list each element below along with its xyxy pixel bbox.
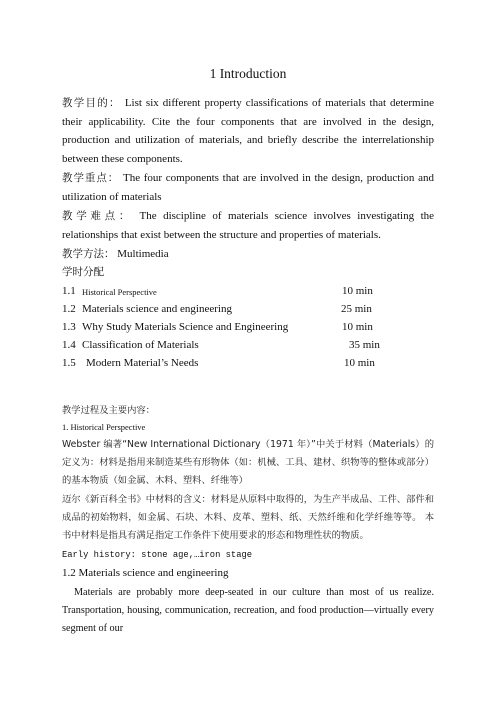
section-1-2-heading: 1.2 Materials science and engineering (62, 567, 229, 579)
page-title: 1 Introduction (209, 66, 287, 81)
schedule-row (62, 357, 434, 375)
schedule-topic: Materials science and engineering (82, 303, 232, 315)
teaching-method (62, 245, 434, 264)
teaching-objectives (62, 94, 434, 168)
schedule-number: 1.3 (62, 321, 76, 333)
objectives-label: 教学目的： (62, 97, 121, 109)
key-points-label: 教学重点： (62, 172, 120, 184)
early-history: Early history: stone age,…iron stage (62, 550, 253, 560)
schedule-duration: 10 min (342, 321, 373, 333)
objectives-text: List six different property classifications of materials that determine their applicability. Cite the four components that are involved in the design, production and utilization of materials, and briefly describe the interrelationship between these components. (62, 97, 435, 165)
teaching-difficulties (62, 207, 434, 244)
hours-allocation-label: 学时分配 (62, 266, 104, 278)
schedule-topic: Why Study Materials Science and Engineering (82, 321, 289, 333)
schedule-number: 1.5 (62, 357, 76, 369)
schedule-row (62, 285, 434, 303)
schedule-row (62, 339, 434, 357)
schedule-number: 1.4 (62, 339, 76, 351)
schedule-topic: Modern Material’s Needs (86, 357, 199, 369)
difficulties-label: 教学难点： (62, 210, 134, 222)
teaching-key-points (62, 169, 434, 206)
method-label: 教学方法： (62, 248, 115, 260)
section-1-2-text: Materials are probably more deep-seated in our culture than most of us realize. Transportation, housing, communication, recreation, and food production—virtually every segment of our (62, 587, 434, 634)
schedule-duration: 10 min (342, 285, 373, 297)
schedule-row (62, 321, 434, 339)
schedule-number: 1.2 (62, 303, 76, 315)
schedule-duration: 35 min (349, 339, 380, 351)
schedule-number: 1.1 (62, 285, 76, 297)
schedule-topic: Historical Perspective (82, 287, 157, 297)
schedule-duration: 25 min (341, 303, 372, 315)
schedule-duration: 10 min (344, 357, 375, 369)
schedule-row (62, 303, 434, 321)
section-1-heading: 1. Historical Perspective (62, 422, 146, 432)
method-text: Multimedia (117, 248, 169, 260)
schedule-topic: Classification of Materials (82, 339, 199, 351)
key-points-text: The four components that are involved in the design, production and utilization of materials (62, 172, 434, 203)
webster-definition: Webster 编著“New International Dictionary（1971 年）”中关于材料（Materials）的定义为：材料是指用来制造某些有形物体（如：机械、工具、建材、织物等的整体或部分）的基本物质（如金属、木料、塑料、纤维等） (62, 439, 434, 486)
teaching-process-label: 教学过程及主要内容： (62, 405, 155, 416)
encyclopedia-definition: 迈尔《新百科全书》中材料的含义：材料是从原料中取得的，为生产半成品、工件、部件和成品的初始物料，如金属、石块、木料、皮革、塑料、纸、天然纤维和化学纤维等等。 本书中材料是指具有满足指定工作条件下使用要求的形态和物理性状的物质。 (62, 494, 434, 541)
difficulties-text: The discipline of materials science involves investigating the relationships that exist between the structure and properties of materials. (62, 210, 435, 241)
